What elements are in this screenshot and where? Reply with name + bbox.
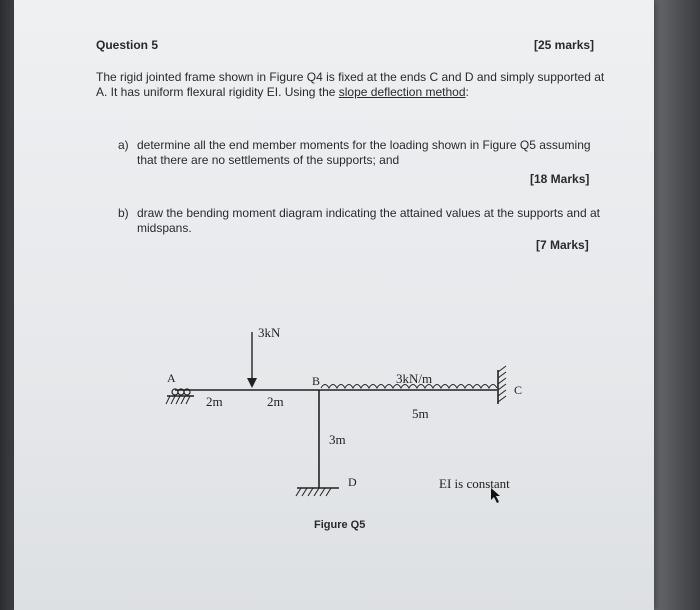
intro-text: The rigid jointed frame shown in Figure Q4 is fixed at the ends C and D and simply supported at A. It has uniform flexural rigidity EI. Using the (96, 70, 605, 99)
question-marks: [25 marks] (534, 38, 595, 52)
part-a-marks: [18 Marks] (530, 172, 590, 186)
part-a-label: a) (118, 138, 129, 152)
udl-label: 3kN/m (396, 371, 433, 386)
fixed-support-c (498, 366, 506, 404)
intro-colon: : (465, 85, 469, 99)
question-title: Question 5 (96, 38, 159, 52)
node-c-label: C (514, 383, 523, 397)
node-a-label: A (167, 371, 176, 385)
point-load-label: 3kN (258, 325, 281, 340)
part-b-text: draw the bending moment diagram indicating the attained values at the supports and at midspans. (137, 206, 600, 235)
node-b-label: B (312, 374, 321, 388)
part-b-marks: [7 Marks] (536, 238, 589, 252)
ei-constant-note: EI is constant (439, 476, 510, 491)
dim-load-b: 2m (267, 394, 284, 409)
dim-bc: 5m (412, 406, 429, 421)
dim-a-load: 2m (206, 394, 223, 409)
intro-method-link: slope deflection method (338, 85, 466, 99)
exam-paper (14, 0, 654, 610)
desk-background-right (650, 0, 700, 610)
part-b-label: b) (118, 206, 129, 220)
node-d-label: D (348, 475, 357, 489)
dim-bd: 3m (329, 432, 346, 447)
point-load-arrow (247, 332, 257, 388)
pin-support-a (166, 389, 194, 404)
fixed-support-d (296, 488, 339, 496)
figure-caption: Figure Q5 (314, 519, 366, 531)
part-a-text: determine all the end member moments for the loading shown in Figure Q5 assuming that there are no settlements of the supports; and (137, 138, 591, 167)
